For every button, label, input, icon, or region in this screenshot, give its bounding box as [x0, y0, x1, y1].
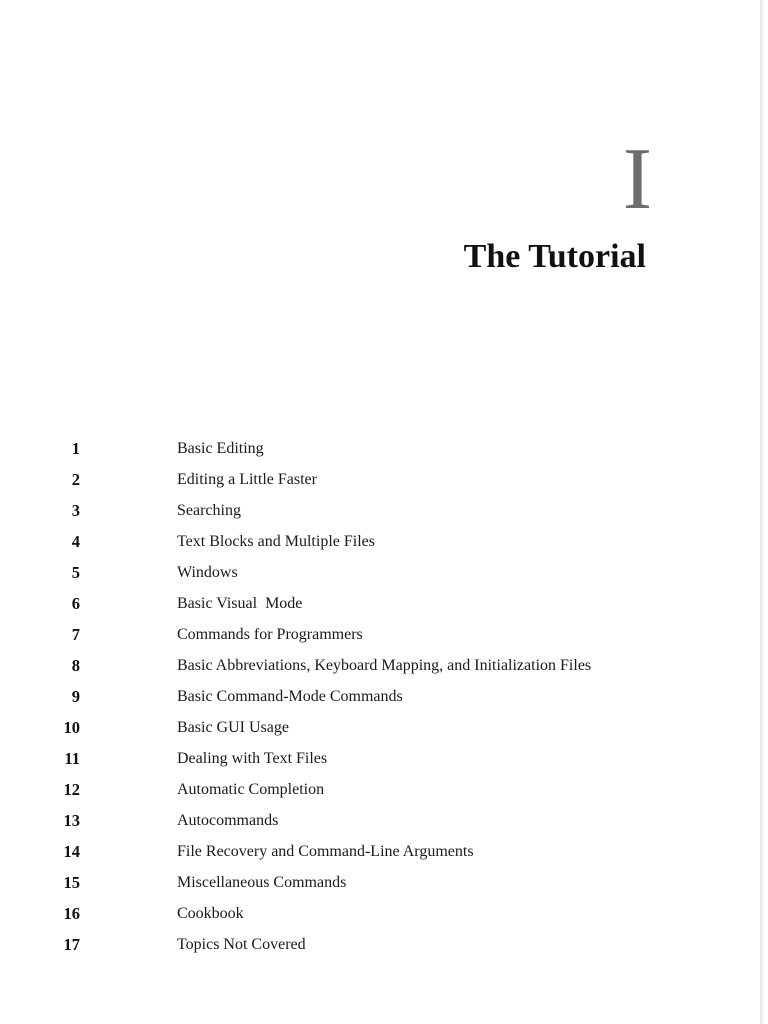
- chapter-item: [0, 623, 700, 654]
- chapter-number: 4: [71, 532, 80, 551]
- chapter-item: [0, 778, 700, 809]
- chapter-number: 6: [71, 594, 80, 613]
- chapter-number: 17: [63, 935, 80, 954]
- chapter-title: Windows: [177, 564, 238, 581]
- chapter-title: Miscellaneous Commands: [177, 874, 347, 891]
- chapter-title: Autocommands: [177, 812, 279, 829]
- chapter-item: [0, 561, 700, 592]
- chapter-item: [0, 933, 700, 964]
- chapter-title: Topics Not Covered: [177, 936, 306, 953]
- chapter-number: 14: [63, 842, 80, 861]
- chapter-list: [0, 437, 700, 964]
- chapter-item: [0, 902, 700, 933]
- chapter-number: 11: [64, 749, 80, 768]
- chapter-item: [0, 437, 700, 468]
- chapter-number: 10: [63, 718, 80, 737]
- chapter-title: Basic Command-Mode Commands: [177, 688, 403, 705]
- chapter-title: Searching: [177, 502, 241, 519]
- chapter-title: Text Blocks and Multiple Files: [177, 533, 375, 550]
- chapter-item: [0, 592, 700, 623]
- chapter-item: [0, 716, 700, 747]
- chapter-title: Dealing with Text Files: [177, 750, 328, 767]
- chapter-title: Basic Visual Mode: [177, 595, 303, 612]
- chapter-title: Basic Editing: [177, 440, 264, 457]
- chapter-title: File Recovery and Command-Line Arguments: [177, 843, 474, 860]
- page-edge: [760, 0, 768, 1024]
- chapter-item: [0, 685, 700, 716]
- chapter-title: Basic Abbreviations, Keyboard Mapping, and Initialization Files: [177, 657, 592, 674]
- chapter-number: 16: [63, 904, 80, 923]
- chapter-number: 1: [71, 439, 80, 458]
- chapter-item: [0, 530, 700, 561]
- chapter-item: [0, 654, 700, 685]
- chapter-title: Commands for Programmers: [177, 626, 363, 643]
- chapter-number: 8: [71, 656, 80, 675]
- chapter-title: Automatic Completion: [177, 781, 325, 798]
- chapter-number: 5: [71, 563, 80, 582]
- chapter-number: 12: [63, 780, 80, 799]
- chapter-title: Editing a Little Faster: [177, 471, 317, 488]
- part-numeral: I: [622, 131, 652, 228]
- chapter-number: 9: [71, 687, 80, 706]
- chapter-number: 3: [71, 501, 80, 520]
- chapter-title: Basic GUI Usage: [177, 719, 289, 736]
- chapter-number: 13: [63, 811, 80, 830]
- chapter-item: [0, 499, 700, 530]
- part-title: The Tutorial: [463, 238, 646, 275]
- chapter-number: 7: [71, 625, 80, 644]
- chapter-number: 2: [71, 470, 80, 489]
- chapter-number: 15: [63, 873, 80, 892]
- chapter-item: [0, 840, 700, 871]
- chapter-title: Cookbook: [177, 905, 244, 922]
- chapter-item: [0, 468, 700, 499]
- chapter-item: [0, 871, 700, 902]
- chapter-item: [0, 809, 700, 840]
- chapter-item: [0, 747, 700, 778]
